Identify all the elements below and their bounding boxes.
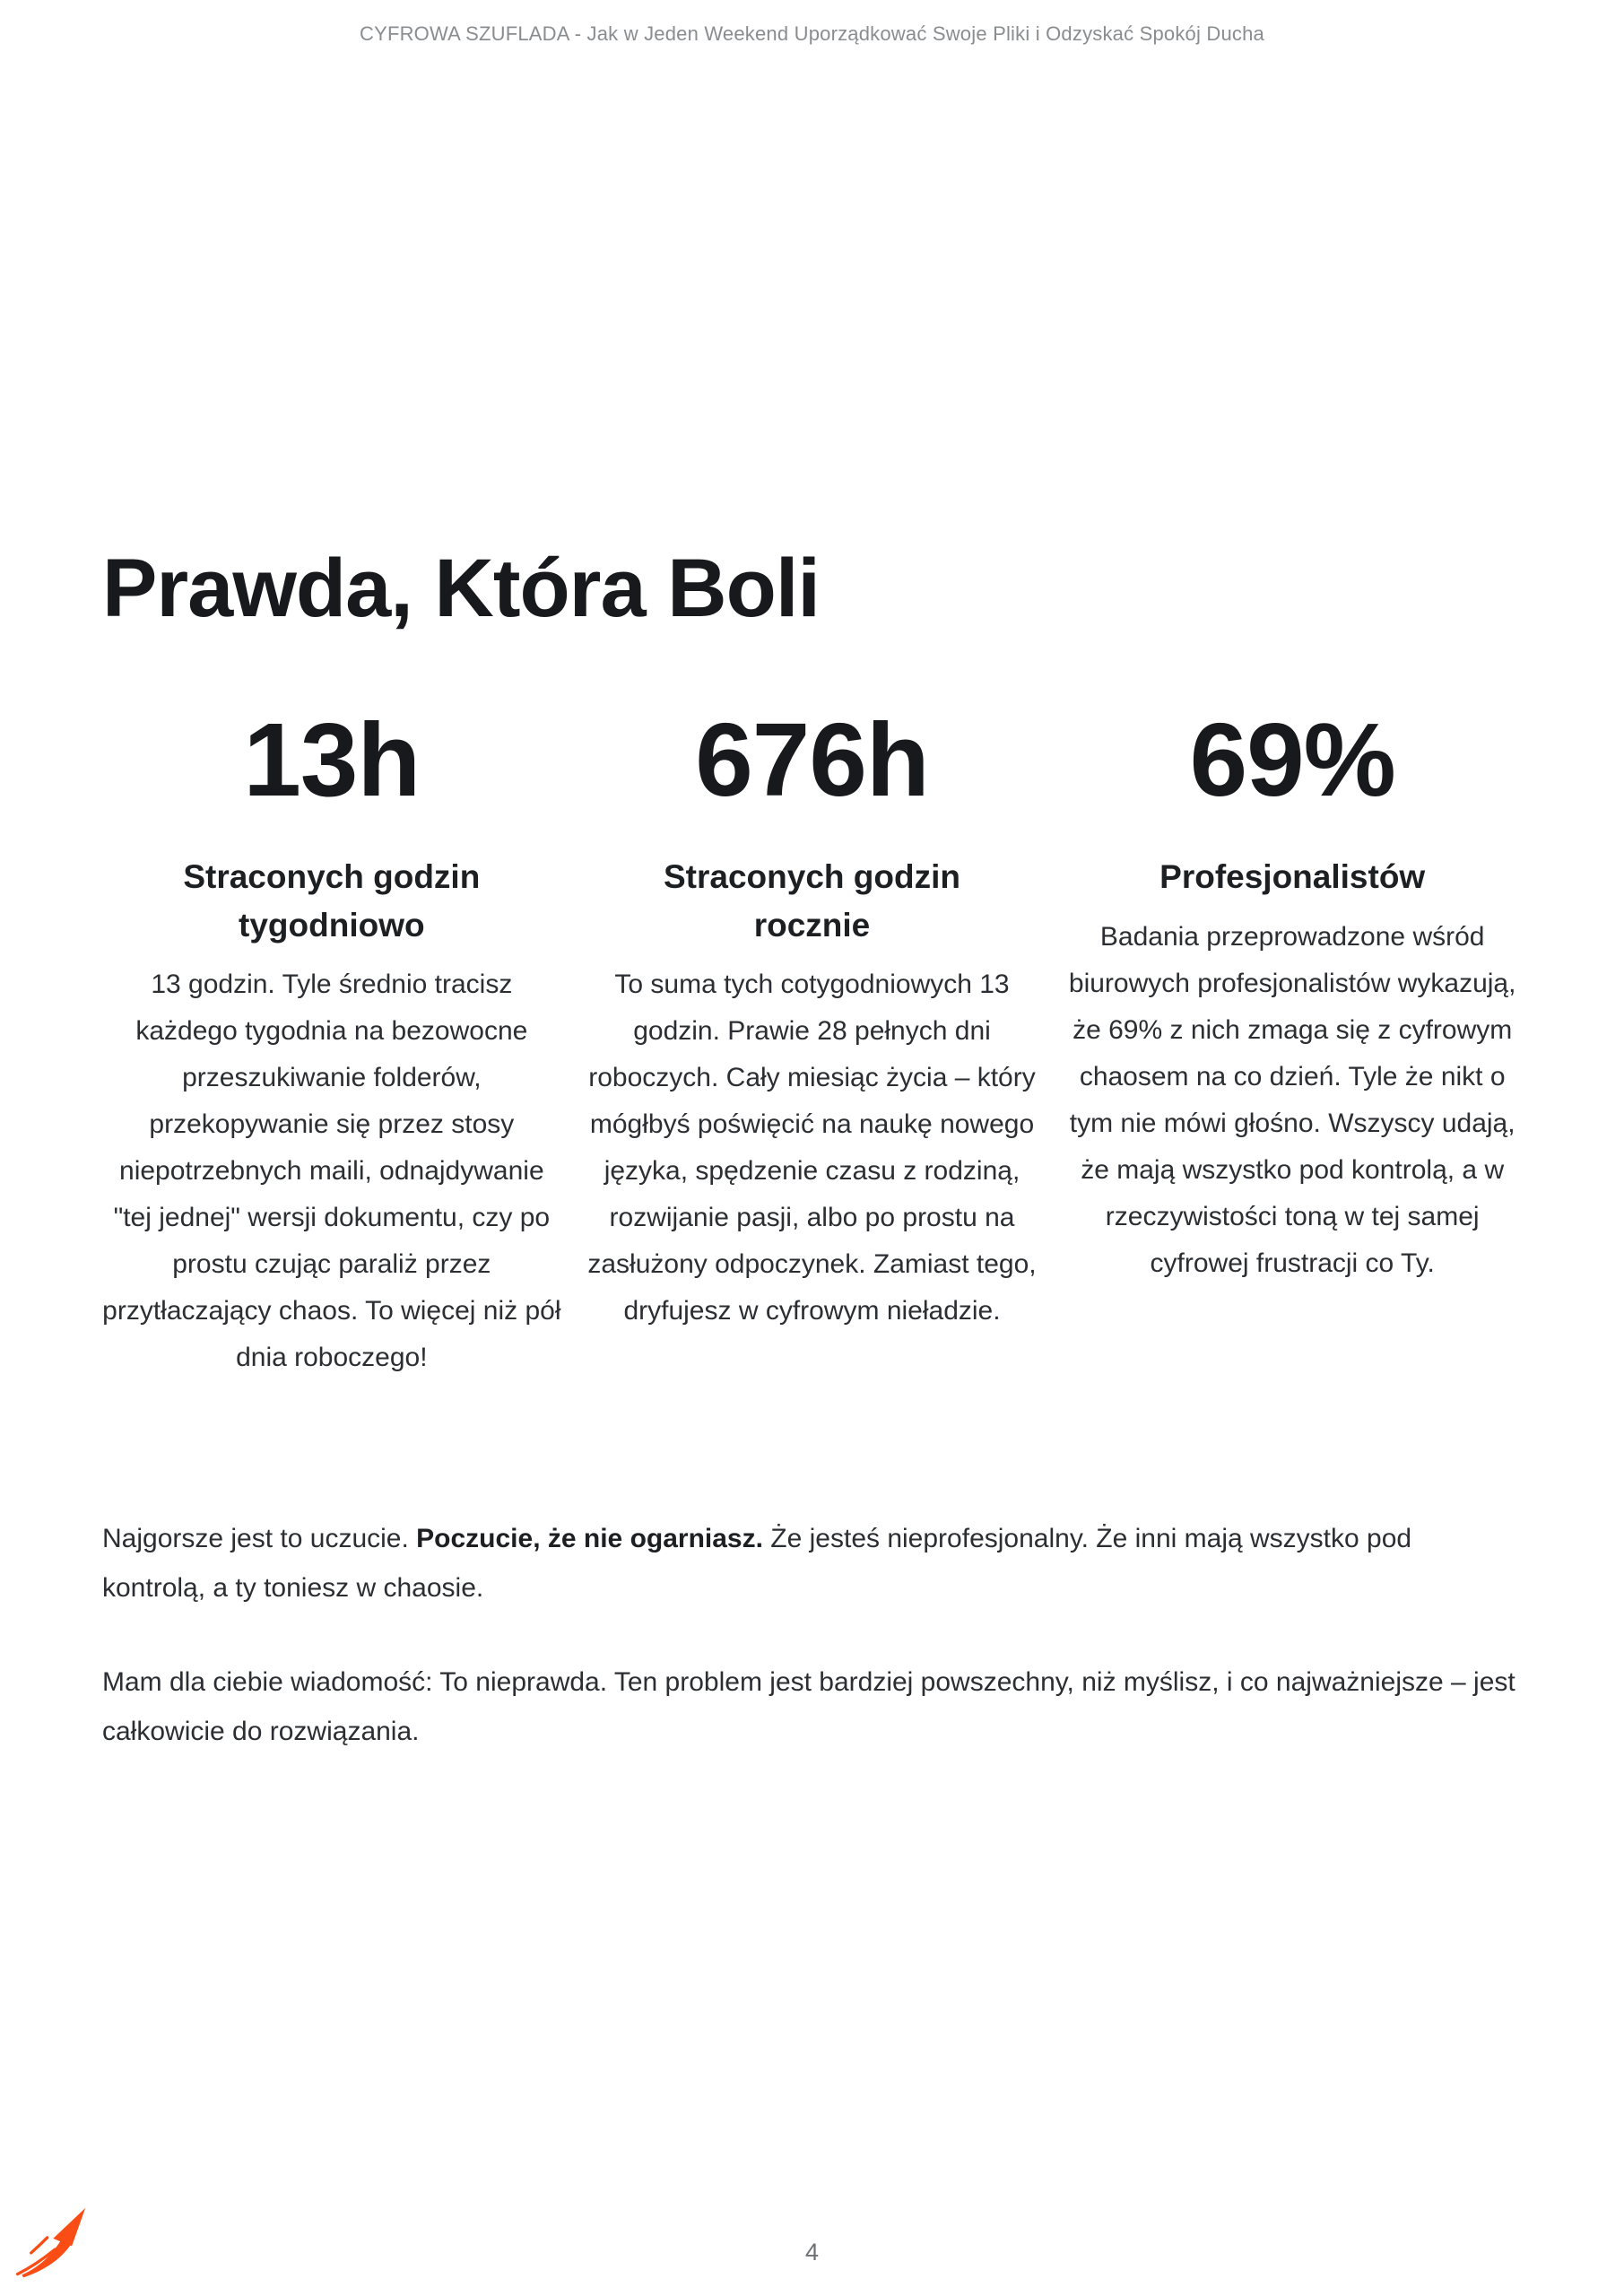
closing-paragraph-rest: Że jesteś nieprofesjonalny. Że inni mają wszystko pod kontrolą, a ty toniesz w chaosie. [102, 1524, 1412, 1603]
closing-paragraph-lead: Najgorsze jest to uczucie. [102, 1524, 417, 1553]
stat-description-weekly: 13 godzin. Tyle średnio tracisz każdego tygodnia na bezowocne przeszukiwanie folderów, przekopywanie się przez stosy niepotrzebnych maili, odnajdywanie "tej jednej" wersji dokumentu, czy po prostu czując paraliż przez przytłaczający chaos. To więcej niż pół dnia roboczego! [102, 970, 561, 1373]
stat-value-weekly: 13h [243, 701, 421, 818]
page-number: 4 [804, 2239, 820, 2266]
stat-value-professionals: 69% [1189, 701, 1395, 818]
stat-description-professionals: Badania przeprowadzone wśród biurowych profesjonalistów wykazują, że 69% z nich zmaga się z cyfrowym chaosem na co dzień. Tyle że nikt o tym nie mówi głośno. Wszyscy udają, że mają wszystko pod kontrolą, a w rzeczywistości toną w tej samej cyfrowej frustracji co Ty. [1068, 921, 1516, 1278]
closing-section [102, 1514, 1522, 1756]
stats-row [102, 701, 1522, 1381]
stat-card-yearly [583, 701, 1042, 1381]
stat-card-professionals [1063, 701, 1522, 1381]
document-header: CYFROWA SZUFLADA - Jak w Jeden Weekend Uporządkować Swoje Pliki i Odzyskać Spokój Ducha [359, 22, 1264, 45]
stat-label-yearly: Straconych godzin rocznie [664, 858, 960, 944]
stat-description-yearly: To suma tych cotygodniowych 13 godzin. Prawie 28 pełnych dni roboczych. Cały miesiąc życia – który mógłbyś poświęcić na naukę nowego języka, spędzenie czasu z rodziną, rozwijanie pasji, albo po prostu na zasłużony odpoczynek. Zamiast tego, dryfujesz w cyfrowym nieładzie. [587, 970, 1037, 1326]
page-title: Prawda, Która Boli [102, 543, 820, 634]
closing-paragraph-bold: Poczucie, że nie ogarniasz. [416, 1524, 763, 1553]
closing-paragraph-feeling [102, 1514, 1522, 1613]
stat-value-yearly: 676h [695, 701, 929, 818]
stat-label-professionals: Profesjonalistów [1159, 858, 1426, 895]
stat-card-weekly [102, 701, 561, 1381]
closing-paragraph-message: Mam dla ciebie wiadomość: To nieprawda. Ten problem jest bardziej powszechny, niż myślisz, i co najważniejsze – jest całkowicie do rozwiązania. [102, 1667, 1515, 1746]
stat-label-weekly: Straconych godzin tygodniowo [183, 858, 481, 944]
